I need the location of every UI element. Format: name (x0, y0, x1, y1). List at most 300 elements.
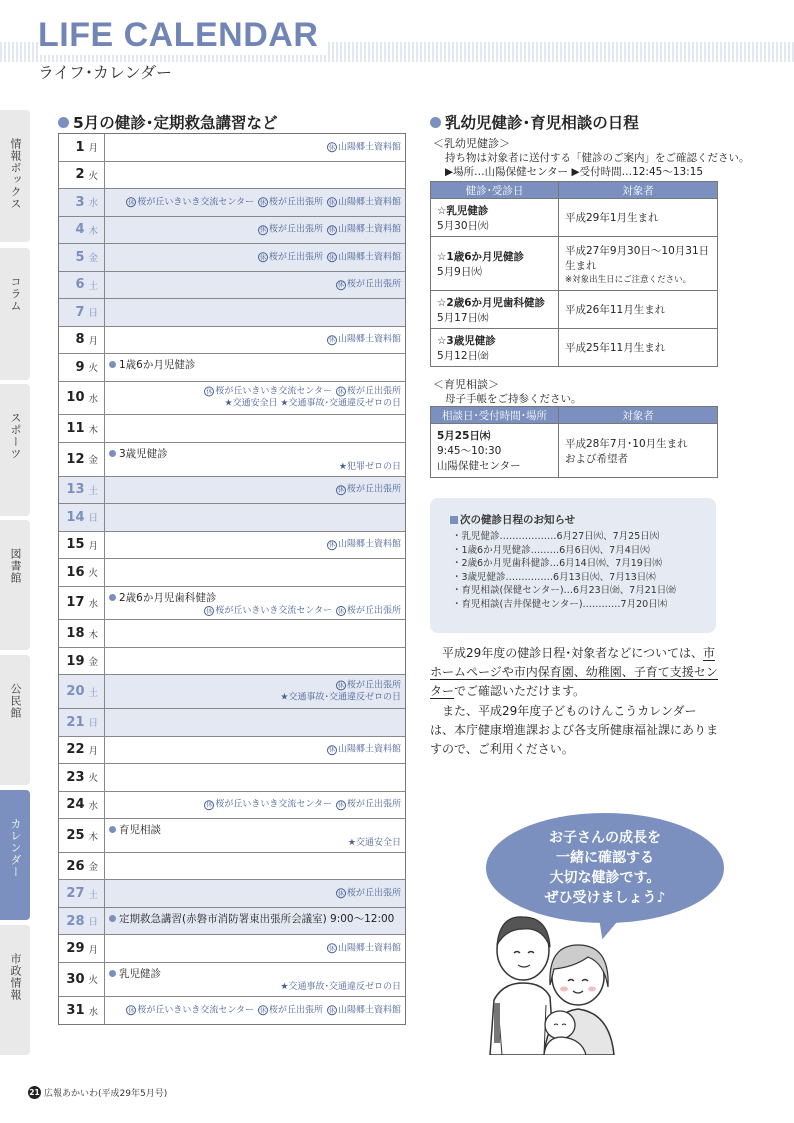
closure-item: 休 桜が丘いきいき交流センター (206, 605, 332, 616)
closure-line (122, 196, 401, 209)
day-number: 23 (66, 769, 85, 785)
day-of-week: 金 (88, 657, 99, 669)
event-cell (105, 935, 405, 962)
closure-item: 休 桜が丘出張所 (259, 224, 323, 235)
closure-line (323, 942, 401, 955)
closure-item: 休 山陽郷土資料館 (328, 1005, 401, 1016)
day-cell (59, 620, 105, 647)
closure-notes (332, 279, 401, 292)
event-cell (105, 559, 405, 586)
calendar-row (59, 709, 405, 737)
closure-item: 休 桜が丘いきいき交流センター (206, 799, 332, 810)
closed-icon: 休 (259, 225, 267, 234)
day-cell (59, 997, 105, 1025)
day-cell (59, 244, 105, 271)
day-cell (59, 272, 105, 299)
closure-line (332, 279, 401, 292)
calendar-row (59, 504, 405, 532)
day-cell (59, 935, 105, 962)
day-of-week: 火 (88, 975, 99, 987)
event-cell (105, 819, 405, 852)
day-cell (59, 880, 105, 907)
event-cell (105, 327, 405, 354)
calendar-row (59, 382, 405, 416)
list-item: ・乳児健診………………6月27日㈫、7月25日㈫ (452, 531, 660, 542)
calendar-row (59, 134, 405, 162)
closed-icon: 休 (337, 280, 345, 289)
event-item: 2歳6か月児歯科健診 (109, 590, 216, 605)
closed-icon: 休 (206, 606, 213, 615)
closure-item: 休 山陽郷土資料館 (328, 744, 401, 755)
tab-library[interactable]: 図書館 (0, 520, 30, 650)
tab-sports[interactable]: スポーツ (0, 384, 30, 516)
list-item: ・3歳児健診……………6月13日㈫、7月13日㈭ (452, 571, 656, 583)
table-header: 健診･受診日 (431, 182, 559, 199)
closure-line (276, 679, 401, 692)
closure-notes (323, 141, 401, 154)
table-row: ☆1歳6か月児健診 5月9日㈫ 平成27年9月30日～10月31日生まれ ※対象出生日にご注意ください。 (431, 237, 718, 291)
calendar-row (59, 189, 405, 217)
closed-icon: 休 (206, 387, 213, 396)
calendar-row (59, 819, 405, 853)
closure-item: 休 桜が丘出張所 (337, 799, 401, 810)
day-cell (59, 737, 105, 764)
closure-item: ★交通安全日 (347, 838, 401, 849)
event-cell (105, 299, 405, 326)
day-number: 16 (66, 564, 85, 580)
event-cell (105, 737, 405, 764)
event-cell (105, 244, 405, 271)
bullet-icon (109, 970, 116, 977)
day-cell (59, 162, 105, 189)
day-number: 5 (75, 249, 85, 265)
event-cell (105, 415, 405, 442)
calendar-row (59, 935, 405, 963)
day-of-week: 日 (88, 513, 99, 525)
closure-item: 休 桜が丘出張所 (259, 1005, 323, 1016)
day-number: 20 (66, 684, 85, 700)
calendar-row (59, 792, 405, 820)
family-illustration (478, 905, 628, 1055)
closure-notes (200, 385, 401, 410)
day-of-week: 水 (88, 1006, 99, 1018)
next-schedule-box (430, 498, 716, 633)
calendar-row (59, 737, 405, 765)
event-cell (105, 217, 405, 244)
event-cell (105, 963, 405, 996)
event-cell (105, 880, 405, 907)
closure-notes (254, 224, 401, 237)
closure-notes (122, 196, 401, 209)
calendar-row (59, 354, 405, 382)
day-number: 14 (66, 509, 85, 525)
event-item: 乳児健診 (109, 966, 161, 981)
bullet-icon (430, 117, 441, 128)
calendar-row (59, 587, 405, 621)
calendar-row (59, 764, 405, 792)
day-of-week: 水 (88, 198, 99, 210)
closure-item: 休 桜が丘いきいき交流センター (206, 386, 332, 397)
closure-notes (335, 461, 401, 474)
closed-icon: 休 (328, 225, 336, 234)
day-of-week: 火 (88, 568, 99, 580)
closure-line (200, 799, 401, 812)
closed-icon: 休 (206, 800, 213, 809)
calendar-row (59, 532, 405, 560)
footer (28, 1086, 167, 1099)
closure-item: 休 山陽郷土資料館 (328, 539, 401, 550)
event-item: 1歳6か月児健診 (109, 357, 195, 372)
calendar-row (59, 272, 405, 300)
day-number: 30 (66, 971, 85, 987)
day-of-week: 木 (88, 831, 99, 843)
closure-item: ★交通事故･交通違反ゼロの日 (280, 982, 401, 993)
closure-notes (323, 539, 401, 552)
day-of-week: 木 (88, 424, 99, 436)
calendar-row (59, 620, 405, 648)
calendar-row (59, 880, 405, 908)
day-of-week: 金 (88, 253, 99, 265)
table-header: 対象者 (559, 407, 718, 424)
day-of-week: 水 (88, 800, 99, 812)
page-subtitle: ライフ･カレンダー (38, 63, 173, 82)
checkup-note: 持ち物は対象者に送付する「健診のご案内」をご確認ください。 (445, 152, 750, 164)
event-cell (105, 620, 405, 647)
event-cell (105, 764, 405, 791)
event-cell (105, 532, 405, 559)
day-of-week: 水 (88, 393, 99, 405)
bullet-icon (58, 117, 69, 128)
day-number: 6 (75, 277, 85, 293)
day-of-week: 水 (88, 598, 99, 610)
day-cell (59, 532, 105, 559)
day-number: 3 (75, 194, 85, 210)
closure-line (254, 251, 401, 264)
calendar-row (59, 477, 405, 505)
closed-icon: 休 (259, 1006, 267, 1015)
day-cell (59, 415, 105, 442)
tab-calendar[interactable]: カレンダー (0, 790, 30, 920)
table-row: ☆2歳6か月児歯科健診 5月17日㈬ 平成26年11月生まれ (431, 291, 718, 329)
calendar-row (59, 162, 405, 190)
closed-icon: 休 (259, 198, 267, 206)
closure-line (200, 398, 401, 411)
closed-icon: 休 (328, 198, 336, 206)
closure-item: 休 山陽郷土資料館 (328, 142, 401, 152)
closure-notes (332, 484, 401, 497)
day-of-week: 日 (88, 308, 99, 320)
day-cell (59, 587, 105, 620)
day-number: 10 (66, 390, 85, 406)
day-of-week: 日 (88, 917, 99, 929)
closure-line (323, 141, 401, 154)
calendar-row (59, 559, 405, 587)
day-of-week: 月 (88, 143, 99, 155)
closure-item: 休 桜が丘出張所 (337, 484, 401, 495)
calendar-title: 5月の健診･定期救急講習など (58, 111, 278, 133)
closure-notes (254, 251, 401, 264)
closure-line (335, 461, 401, 474)
event-cell (105, 709, 405, 736)
closure-item: ★交通事故･交通違反ゼロの日 (280, 692, 401, 703)
day-cell (59, 382, 105, 415)
day-number: 13 (66, 482, 85, 498)
event-item: 定期救急講習(赤磐市消防署東出張所会議室) 9:00～12:00 (109, 911, 394, 926)
day-number: 7 (75, 304, 85, 320)
closure-line (276, 981, 401, 994)
event-cell (105, 853, 405, 880)
closure-item: 休 桜が丘出張所 (337, 386, 401, 397)
square-icon (450, 516, 458, 524)
calendar-row (59, 997, 405, 1025)
day-number: 19 (66, 653, 85, 669)
day-cell (59, 853, 105, 880)
day-number: 15 (66, 537, 85, 553)
closed-icon: 休 (328, 944, 336, 953)
event-cell (105, 477, 405, 504)
closure-line (276, 692, 401, 705)
day-of-week: 月 (88, 335, 99, 347)
day-cell (59, 477, 105, 504)
closure-item: 休 桜が丘出張所 (337, 888, 401, 899)
calendar-table (58, 133, 406, 1025)
table-row: ☆乳児健診 5月30日㈫ 平成29年1月生まれ (431, 199, 718, 237)
day-of-week: 金 (88, 862, 99, 874)
closure-notes (323, 334, 401, 347)
list-item: ・育児相談(吉井保健センター)…………7月20日㈭ (452, 598, 668, 610)
day-number: 2 (75, 167, 85, 183)
checkup-table (430, 181, 718, 367)
page-number: 21 (29, 1088, 40, 1097)
event-cell (105, 997, 405, 1025)
closure-notes (344, 837, 401, 850)
closure-line (332, 484, 401, 497)
day-number: 8 (75, 332, 85, 348)
closure-item: 休 桜が丘いきいき交流センター (128, 197, 254, 207)
day-number: 29 (66, 941, 85, 957)
day-number: 22 (66, 742, 85, 758)
paragraph-schedule: 平成29年度の健診日程･対象者などについては、市ホームページや市内保育園、幼稚園、子育て支援センターでご確認いただけます。 (430, 646, 718, 698)
day-number: 4 (75, 222, 85, 238)
day-cell (59, 354, 105, 381)
day-number: 24 (66, 797, 85, 813)
closed-icon: 休 (328, 1006, 336, 1015)
tab-community-hall[interactable]: 公民館 (0, 655, 30, 785)
closure-notes (323, 942, 401, 955)
day-cell (59, 764, 105, 791)
day-number: 9 (75, 359, 85, 375)
closed-icon: 休 (337, 800, 345, 809)
calendar-row (59, 327, 405, 355)
closure-notes (276, 679, 401, 704)
calendar-row (59, 443, 405, 477)
day-cell (59, 559, 105, 586)
event-cell (105, 354, 405, 381)
day-cell (59, 189, 105, 216)
day-cell (59, 327, 105, 354)
day-number: 12 (66, 451, 85, 467)
day-cell (59, 648, 105, 675)
infant-title: 乳幼児健診･育児相談の日程 (430, 111, 639, 133)
list-item: ・2歳6か月児歯科健診…6月14日㈬、7月19日㈬ (452, 558, 662, 570)
closed-icon: 休 (328, 253, 336, 261)
consult-table (430, 406, 718, 478)
tab-info-box[interactable]: 情報ボックス (0, 110, 30, 242)
checkup-heading: ＜乳幼児健診＞ (433, 137, 510, 150)
table-header: 相談日･受付時間･場所 (431, 407, 559, 424)
closed-icon: 休 (128, 198, 135, 206)
closure-line (323, 334, 401, 347)
closure-item: 休 桜が丘出張所 (337, 279, 401, 290)
day-of-week: 土 (88, 687, 99, 699)
day-of-week: 火 (88, 363, 99, 375)
event-cell (105, 587, 405, 620)
closure-item: 休 桜が丘出張所 (259, 197, 323, 207)
closure-notes (323, 744, 401, 757)
closure-notes (122, 1004, 401, 1017)
event-item: 育児相談 (109, 822, 161, 837)
day-number: 17 (66, 595, 85, 611)
closed-icon: 休 (337, 889, 345, 898)
event-cell (105, 162, 405, 189)
table-row: 5月25日㈭ 9:45～10:30 山陽保健センター 平成28年7月･10月生まれ および希望者 (431, 424, 718, 478)
day-of-week: 土 (88, 889, 99, 901)
event-cell (105, 189, 405, 216)
event-cell (105, 792, 405, 819)
closure-notes (200, 799, 401, 812)
day-of-week: 木 (88, 629, 99, 641)
website-link[interactable]: 市ホームページや市内保育園、幼稚園、子育て支援センター (430, 646, 718, 698)
day-number: 18 (66, 626, 85, 642)
closure-item: 休 山陽郷土資料館 (328, 334, 401, 345)
calendar-row (59, 908, 405, 936)
closure-item: 休 桜が丘出張所 (337, 605, 401, 616)
day-number: 26 (66, 858, 85, 874)
closure-item: 休 桜が丘出張所 (259, 252, 323, 262)
closure-line (344, 837, 401, 850)
calendar-row (59, 299, 405, 327)
closed-icon: 休 (337, 681, 345, 690)
day-number: 11 (66, 421, 85, 437)
calendar-row (59, 853, 405, 881)
day-number: 27 (66, 886, 85, 902)
day-number: 28 (66, 913, 85, 929)
closed-icon: 休 (328, 540, 336, 549)
day-cell (59, 675, 105, 708)
day-cell (59, 709, 105, 736)
day-of-week: 月 (88, 745, 99, 757)
event-cell (105, 648, 405, 675)
speech-bubble: お子さんの成長を 一緒に確認する 大切な健診です。 ぜひ受けましょう♪ (486, 813, 724, 923)
page-title: LIFE CALENDAR (38, 16, 326, 55)
day-cell (59, 134, 105, 161)
tab-column[interactable]: コラム (0, 248, 30, 380)
bullet-icon (109, 361, 116, 368)
closed-icon: 休 (328, 143, 336, 151)
calendar-row (59, 244, 405, 272)
closure-line (122, 1004, 401, 1017)
closed-icon: 休 (337, 387, 345, 396)
day-number: 31 (66, 1003, 85, 1019)
closure-line (200, 605, 401, 618)
calendar-row (59, 415, 405, 443)
bullet-icon (109, 915, 116, 922)
closure-notes (276, 981, 401, 994)
event-cell (105, 443, 405, 476)
footer-text: 広報あかいわ(平成29年5月号) (44, 1089, 168, 1099)
closure-notes (332, 887, 401, 900)
calendar-row (59, 963, 405, 997)
closure-item: ★犯罪ゼロの日 (338, 462, 401, 473)
day-number: 1 (75, 139, 85, 155)
calendar-row (59, 217, 405, 245)
event-cell (105, 504, 405, 531)
event-cell (105, 134, 405, 161)
day-cell (59, 217, 105, 244)
table-row: ☆3歳児健診 5月12日㈮ 平成25年11月生まれ (431, 329, 718, 367)
closure-line (323, 744, 401, 757)
closure-line (323, 539, 401, 552)
bullet-icon (109, 450, 116, 457)
list-item: ・育児相談(保健センター)…6月23日㈮、7月21日㈮ (452, 585, 676, 597)
closure-item: 休 桜が丘いきいき交流センター (128, 1005, 254, 1016)
closed-icon: 休 (259, 253, 267, 261)
closure-line (200, 385, 401, 398)
tab-city-info[interactable]: 市政情報 (0, 925, 30, 1055)
closure-line (254, 224, 401, 237)
event-cell (105, 382, 405, 415)
closure-item: 休 山陽郷土資料館 (328, 252, 401, 262)
day-cell (59, 963, 105, 996)
checkup-place-time: ▶場所…山陽保健センター ▶受付時間…12:45～13:15 (445, 166, 704, 178)
closed-icon: 休 (328, 745, 336, 754)
event-item: 3歳児健診 (109, 446, 168, 461)
consult-note: 母子手帳をご持参ください。 (445, 393, 582, 405)
day-of-week: 日 (88, 718, 99, 730)
day-of-week: 火 (88, 170, 99, 182)
bullet-icon (109, 594, 116, 601)
closure-line (332, 887, 401, 900)
closure-item: ★交通安全日 ★交通事故･交通違反ゼロの日 (224, 398, 401, 409)
day-cell (59, 504, 105, 531)
closed-icon: 休 (128, 1006, 135, 1015)
day-cell (59, 819, 105, 852)
day-of-week: 土 (88, 485, 99, 497)
day-of-week: 土 (88, 280, 99, 292)
day-of-week: 木 (88, 225, 99, 237)
closed-icon: 休 (337, 485, 345, 494)
event-cell (105, 675, 405, 708)
day-number: 25 (66, 828, 85, 844)
list-item: ・1歳6か月児健診………6月6日㈫、7月4日㈫ (452, 544, 650, 556)
calendar-row (59, 675, 405, 709)
closed-icon: 休 (337, 606, 345, 615)
day-cell (59, 792, 105, 819)
calendar-row (59, 648, 405, 676)
closure-notes (200, 605, 401, 618)
closed-icon: 休 (328, 335, 336, 344)
closure-item: 休 山陽郷土資料館 (328, 943, 401, 954)
paragraph-calendar: また、平成29年度子どものけんこうカレンダーは、本庁健康増進課および各支所健康福祉課にありますので、ご利用ください。 (430, 704, 719, 756)
day-of-week: 月 (88, 944, 99, 956)
day-of-week: 火 (88, 773, 99, 785)
next-schedule-title: 次の健診日程のお知らせ (450, 512, 716, 527)
day-of-week: 月 (88, 540, 99, 552)
day-number: 21 (66, 714, 85, 730)
day-of-week: 金 (88, 455, 99, 467)
consult-heading: ＜育児相談＞ (433, 378, 499, 391)
day-cell (59, 443, 105, 476)
